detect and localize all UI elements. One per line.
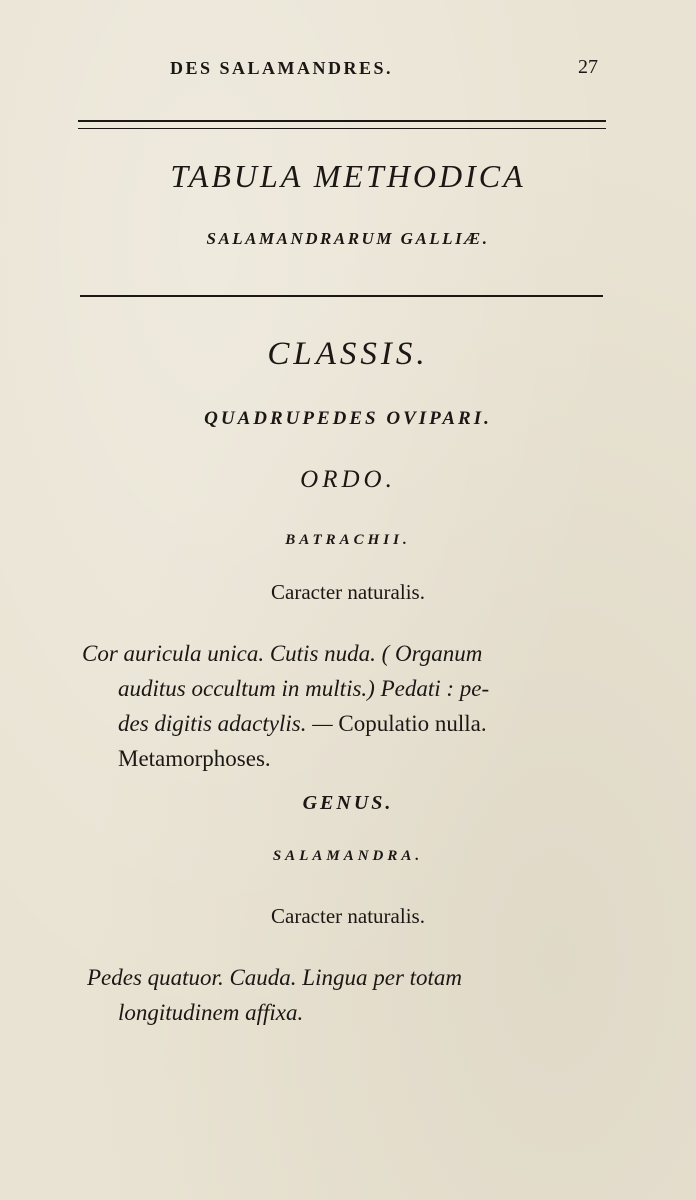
genus-description-line: Pedes quatuor. Cauda. Lingua per totam — [87, 965, 463, 990]
genus-name: SALAMANDRA. — [272, 848, 424, 864]
ordo-description-line: auditus occultum in multis.) Pedati : pe- — [118, 676, 490, 701]
genus-heading: GENUS. — [302, 792, 394, 814]
classis-heading: CLASSIS. — [267, 336, 429, 372]
genus-caracter-heading: Caracter naturalis. — [271, 904, 425, 928]
page-header — [170, 58, 600, 86]
ordo-description-roman: Copulatio nulla. — [338, 711, 487, 736]
ordo-description-line: Cor auricula unica. Cutis nuda. ( Organum — [82, 641, 483, 666]
sub-title: SALAMANDRARUM GALLIÆ. — [206, 229, 490, 248]
single-rule — [80, 295, 603, 297]
ordo-caracter-heading: Caracter naturalis. — [271, 580, 425, 604]
ordo-heading: ORDO. — [300, 466, 396, 493]
classis-name: QUADRUPEDES OVIPARI. — [204, 408, 492, 429]
page-number: 27 — [578, 56, 598, 78]
ordo-description-line: Metamorphoses. — [118, 746, 271, 771]
ordo-name: BATRACHII. — [285, 532, 411, 548]
genus-description-line: longitudinem affixa. — [118, 1000, 304, 1025]
running-title: DES SALAMANDRES. — [170, 58, 394, 78]
ordo-description-italic: des digitis adactylis. — — [118, 711, 333, 736]
ordo-description-line — [118, 706, 487, 741]
double-rule — [78, 120, 606, 129]
main-title: TABULA METHODICA — [170, 158, 526, 194]
